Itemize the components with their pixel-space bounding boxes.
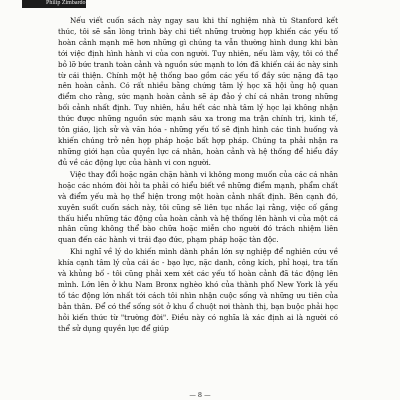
paragraph-1: Nếu viết cuốn sách này ngay sau khi thí nghiệm nhà tù Stanford kết thúc, tôi sẽ sẵn lòng trình bày chi tiết những trường hợp khiến các yếu tố hoàn cảnh mạnh mẽ hơn những gì chúng ta vẫn thường hình dung khi bàn tới việc định hình hành vi của con người. Tuy nhiên, nếu làm vậy, tôi có thể bỏ lỡ bức tranh toàn cảnh và nguồn sức mạnh to lớn đã khiến cái ác này sinh từ cái thiện. Chính một hệ thống bao gồm các yếu tố đầy sức nặng đã tạo nên hoàn cảnh. Có rất nhiều bằng chứng tâm lý học xã hội ủng hộ quan điểm cho rằng, sức mạnh hoàn cảnh sẽ áp đảo ý chí cá nhân trong những bối cảnh nhất định. Tuy nhiên, hầu hết các nhà tâm lý học lại không nhận thức được những nguồn sức mạnh sâu xa trong ma trận chính trị, kinh tế, tôn giáo, lịch sử và văn hóa - những yếu tố sẽ định hình các tình huống và khiến chúng trở nên hợp pháp hoặc bất hợp pháp. Chúng ta phải nhận ra những giới hạn của quyền lực cá nhân, hoàn cảnh và hệ thống để hiểu đầy đủ về các động lực của hành vi con người. xyxy=(58,16,338,167)
paragraph-3: Khi nghĩ về lý do khiến mình dành phần lớn sự nghiệp để nghiên cứu về khía cạnh tâm lý của cái ác - bạo lực, nặc danh, công kích, phỉ hoại, tra tấn và khủng bố - tôi cũng phải xem xét các yếu tố hoàn cảnh đã tác động lên mình. Lớn lên ở khu Nam Bronx nghèo khó của thành phố New York là yếu tố tác động lớn nhất tới cách tôi nhìn nhận cuộc sống và những ưu tiên của bản thân. Để có thể sống sót ở khu ổ chuột nơi thành thị, bạn buộc phải học hỏi kiến thức từ "trường đời". Điều này có nghĩa là xác định ai là người có thể sử dụng quyền lực để giúp xyxy=(58,247,338,333)
paragraph-2: Việc thay đổi hoặc ngăn chặn hành vi không mong muốn của các cá nhân hoặc các nhóm đòi hỏi ta phải có hiểu biết về những điểm mạnh, phẩm chất và điểm yếu mà họ thể hiện trong một hoàn cảnh nhất định. Bên cạnh đó, xuyên suốt cuốn sách này, tôi cũng sẽ liên tục nhắc lại rằng, việc cố gắng thấu hiểu những tác động của hoàn cảnh và hệ thống lên hành vi của một cá nhân cũng không thể bào chữa hoặc miễn cho người đó trách nhiệm liên quan đến các hành vi trái đạo đức, phạm pháp hoặc tàn độc. xyxy=(58,169,338,245)
page-number: — 8 — xyxy=(189,391,211,399)
running-title: Philip Zimbardo xyxy=(46,0,86,6)
body-text xyxy=(58,16,338,336)
running-header xyxy=(22,0,86,8)
